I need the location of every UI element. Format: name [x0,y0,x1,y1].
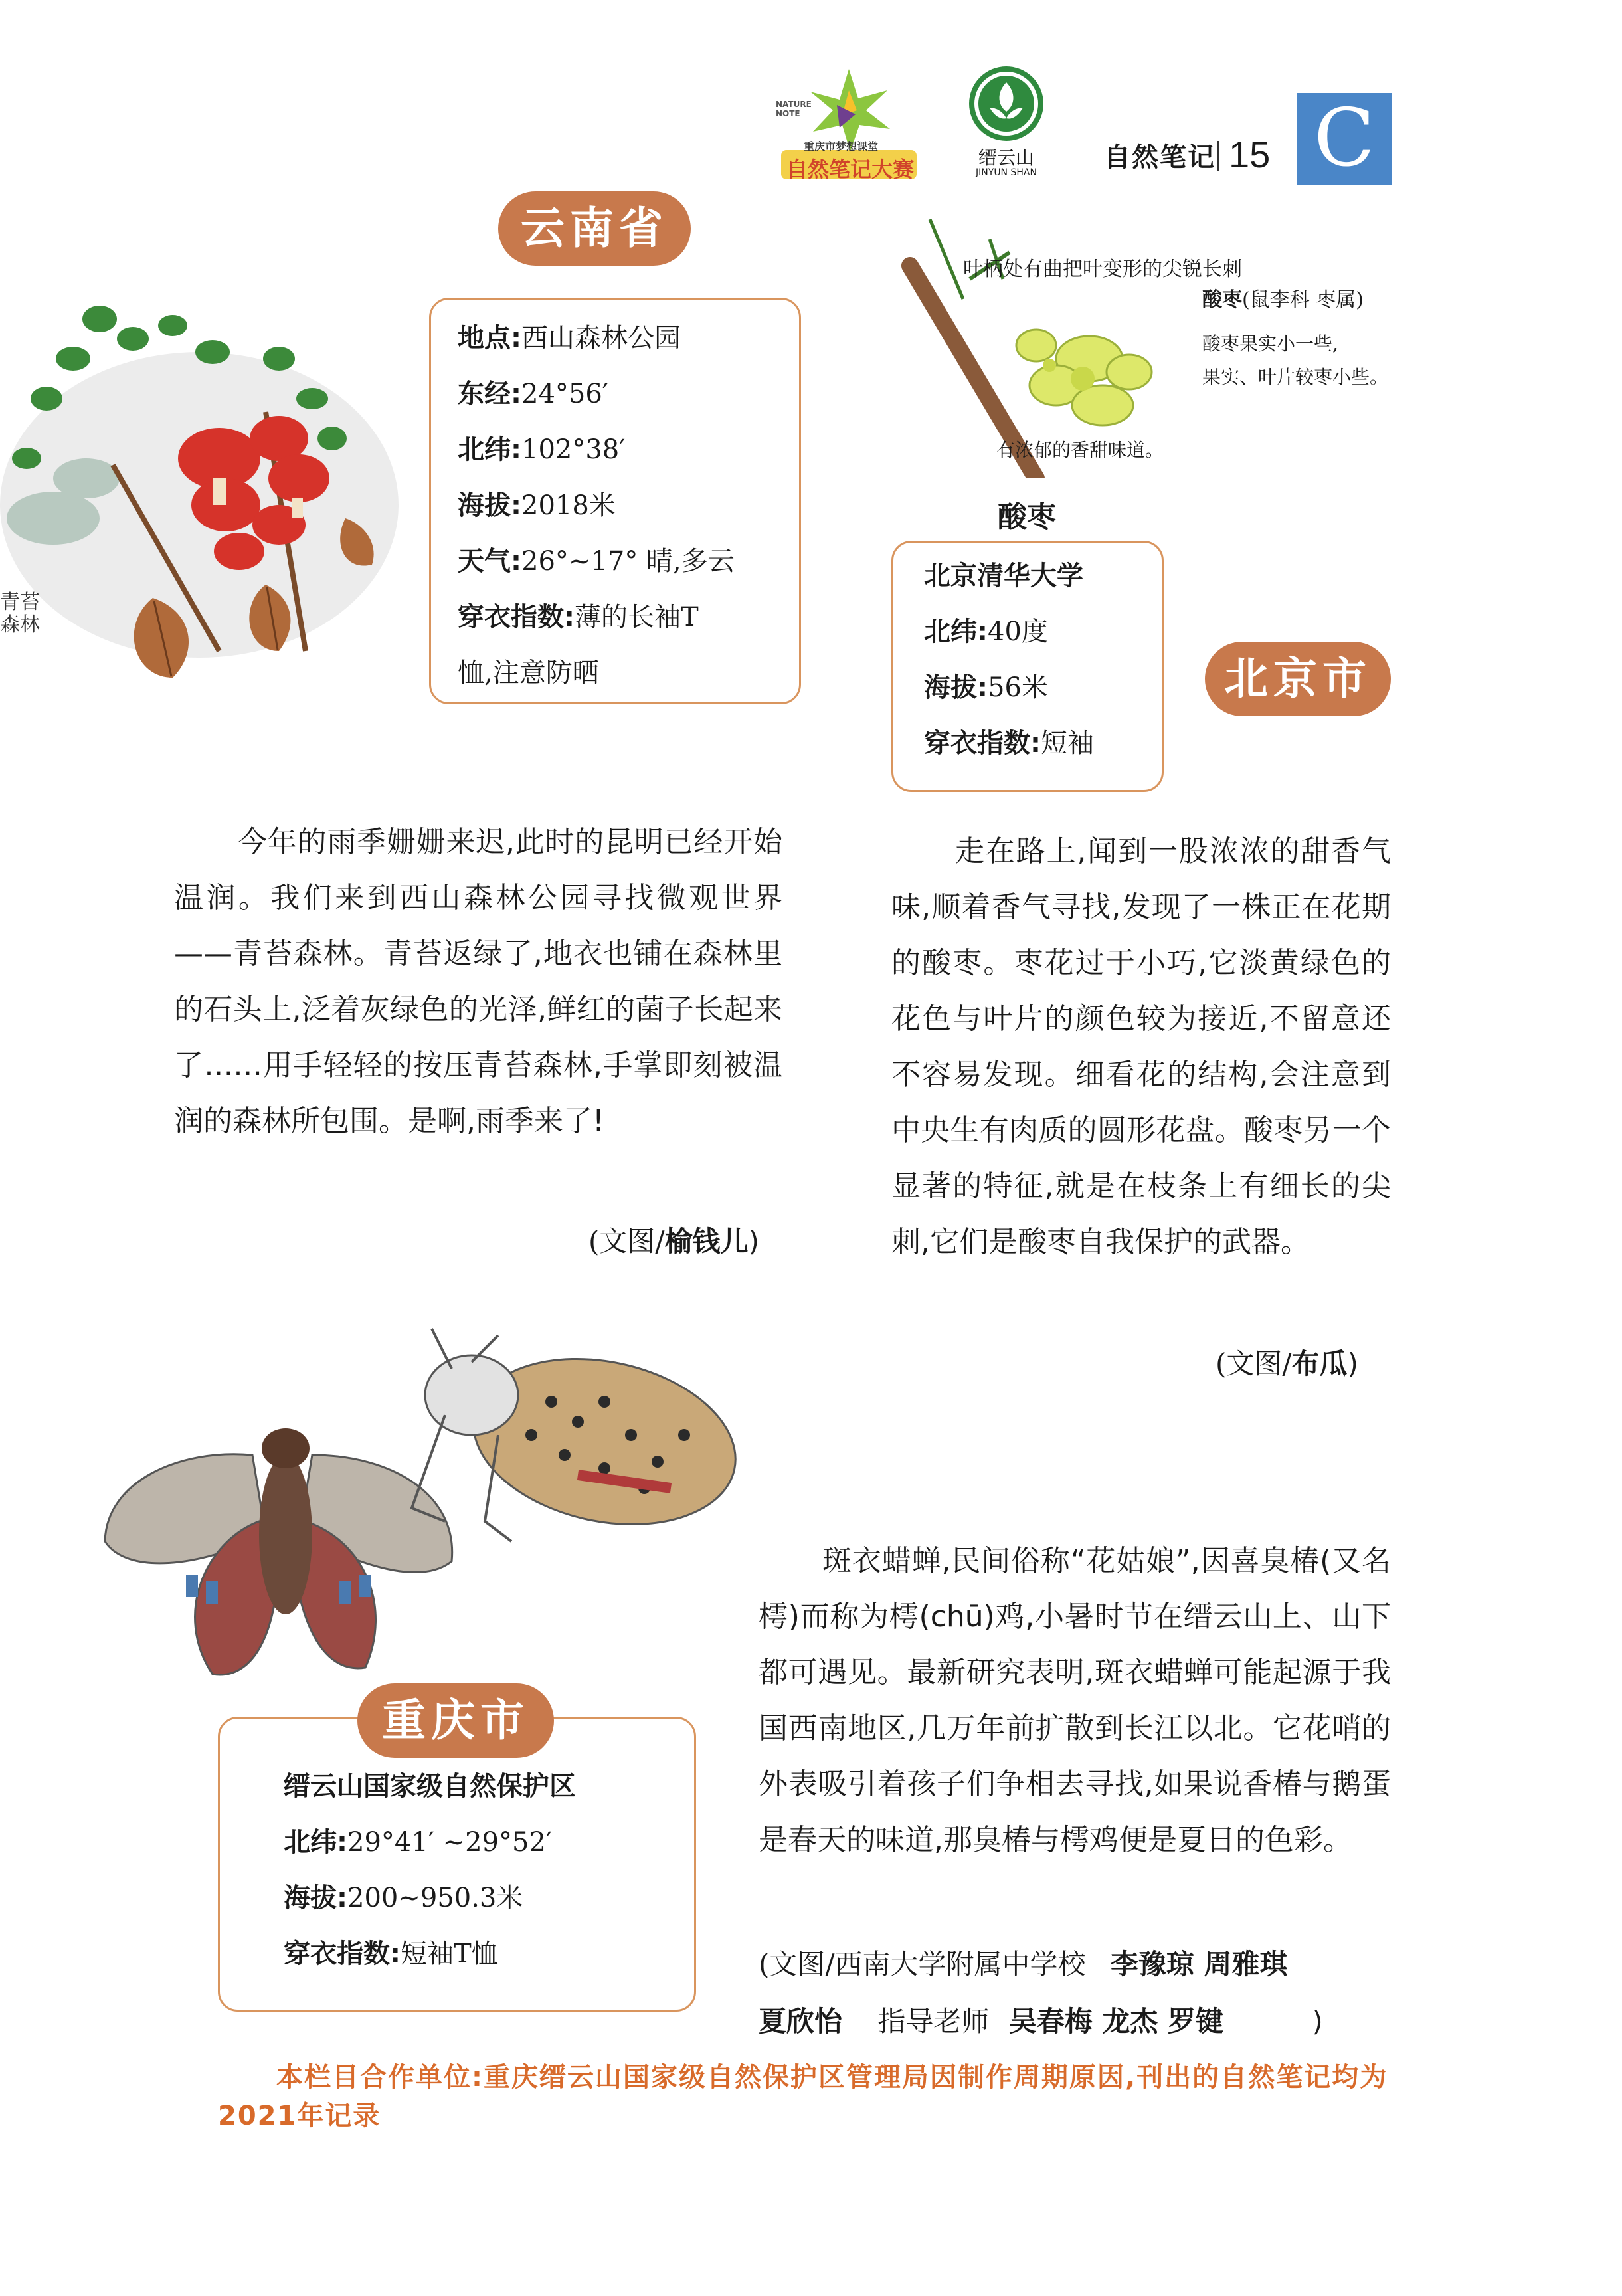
chongqing-info-box [218,1717,696,2012]
logo-caption-en: NATURE NOTE [776,100,812,118]
yunnan-info-box [429,298,801,704]
info-row-clothing: 穿衣指数:短袖T恤 [284,1939,498,1969]
yunnan-paragraph: 今年的雨季姗姗来迟,此时的昆明已经开始温润。我们来到西山森林公园寻找微观世界——青苔森林。青苔返绿了,地衣也铺在森林里的石头上,泛着灰绿色的光泽,鲜红的菌子长起来了……用手轻轻的按压青苔森林,手掌即刻被温润的森林所包围。是啊,雨季来了! [174,825,782,1138]
logo-name: 缙云山 [978,147,1034,169]
jinyunshan-logo [956,64,1056,183]
jujube-note-title: 酸枣(鼠李科 枣属) [1202,288,1364,312]
info-row-location: 缙云山国家级自然保护区 [284,1771,576,1802]
spotted-lanternfly-illustration [100,1322,737,1694]
column-label: 自然笔记 [1104,142,1216,173]
beijing-paragraph: 走在路上,闻到一股浓浓的甜香气味,顺着香气寻找,发现了一株正在花期的酸枣。枣花过于小巧,它淡黄绿色的花色与叶片的颜色较为接近,不留意还不容易发现。细看花的结构,会注意到中央生有肉质的圆形花盘。酸枣另一个显著的特征,就是在枝条上有细长的尖刺,它们是酸枣自我保护的武器。 [891,834,1391,1259]
logo-title: 自然笔记大赛 [786,157,915,182]
page-number: 15 [1229,134,1271,175]
chongqing-pill: 重庆市 [357,1683,554,1758]
info-row-longitude: 东经:24°56′ [458,379,608,409]
beijing-credit: (文图/布瓜) [1216,1347,1358,1380]
info-row-clothing: 穿衣指数:薄的长袖T [458,602,699,632]
info-row-clothing-cont: 恤,注意防晒 [458,658,599,688]
jujube-note-thorn: 叶柄处有曲把叶变形的尖锐长刺 [963,258,1242,281]
info-row-latitude: 北纬:40度 [924,617,1048,647]
jujube-note-scent: 有浓郁的香甜味道。 [996,439,1164,461]
partner-footnote: 本栏目合作单位:重庆缙云山国家级自然保护区管理局因制作周期原因,刊出的自然笔记均为2021年记录 [218,2062,1388,2131]
logo-caption-cn: 重庆市梦想课堂 [804,140,879,153]
info-row-altitude: 海拔:200~950.3米 [284,1883,523,1913]
info-row-latitude: 北纬:102°38′ [458,434,626,465]
jujube-caption: 酸枣 [998,500,1056,534]
info-row-clothing: 穿衣指数:短袖 [924,728,1094,759]
moss-forest-label: 青苔森林 [0,591,40,636]
yunnan-credit: (文图/榆钱儿) [588,1225,759,1258]
yunnan-pill: 云南省 [498,191,691,266]
logo-subname: JINYUN SHAN [976,167,1037,178]
info-row-altitude: 海拔:2018米 [458,490,616,521]
info-row-latitude: 北纬:29°41′ ~29°52′ [284,1827,552,1858]
beijing-info-box [891,541,1164,792]
chongqing-credit: (文图/西南大学附属中学校 李豫琼 周雅琪 夏欣怡 指导老师 吴春梅 龙杰 罗键 ) [759,1948,1323,2038]
chongqing-paragraph: 斑衣蜡蝉,民间俗称“花姑娘”,因喜臭椿(又名樗)而称为樗(chū)鸡,小暑时节在缙云山上、山下都可遇见。最新研究表明,斑衣蜡蝉可能起源于我国西南地区,几万年前扩散到长江以北。它花哨的外表吸引着孩子们争相去寻找,如果说香椿与鹅蛋是春天的味道,那臭椿与樗鸡便是夏日的色彩。 [759,1544,1392,1857]
jujube-note-leaves: 果实、叶片较枣小些。 [1202,366,1389,388]
info-row-location: 地点:西山森林公园 [458,323,681,353]
moss-forest-illustration [0,279,425,704]
info-row-weather: 天气:26°~17° 晴,多云 [458,546,735,577]
section-letter-badge: C [1297,93,1392,185]
info-row-altitude: 海拔:56米 [924,672,1048,703]
header-divider [1217,141,1219,171]
info-row-location: 北京清华大学 [924,561,1083,591]
nature-note-logo [776,64,922,183]
jujube-note-fruit: 酸枣果实小一些, [1202,333,1338,355]
beijing-pill: 北京市 [1205,642,1391,716]
